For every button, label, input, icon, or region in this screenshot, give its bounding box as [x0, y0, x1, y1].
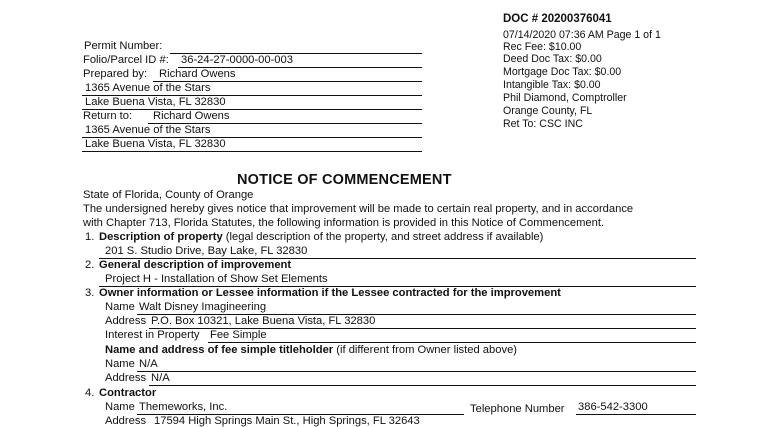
recording-timestamp: 07/14/2020 07:36 AM Page 1 of 1: [503, 29, 661, 41]
county: Orange County, FL: [503, 105, 593, 117]
permit-number-label: Permit Number:: [84, 40, 163, 52]
doc-number: DOC # 20200376041: [503, 13, 612, 25]
titleholder-note: (if different from Owner listed above): [333, 344, 518, 356]
owner-address-label: Address: [105, 315, 147, 327]
intro-line-2: with Chapter 713, Florida Statutes, the following information is provided in this Notice of Commencement.: [83, 217, 605, 229]
section-1-number: 1.: [85, 231, 95, 243]
section-2-title: General description of improvement: [99, 259, 292, 271]
titleholder-address-value: N/A: [151, 372, 170, 384]
titleholder-name-value: N/A: [139, 358, 158, 370]
titleholder-name-label: Name: [105, 358, 135, 370]
titleholder-heading: Name and address of fee simple titleholder: [105, 344, 334, 356]
section-1-note: (legal description of the property, and street address if available): [222, 231, 544, 243]
contractor-name-label: Name: [105, 401, 135, 413]
prepared-address-line2-rule: [82, 109, 422, 110]
document-title: NOTICE OF COMMENCEMENT: [237, 172, 452, 188]
contractor-phone-value: 386-542-3300: [578, 401, 648, 413]
improvement-description-value: Project H - Installation of Show Set Elements: [105, 273, 328, 285]
comptroller: Phil Diamond, Comptroller: [503, 92, 627, 104]
prepared-address-line2: Lake Buena Vista, FL 32830: [85, 96, 226, 108]
return-address-line2-rule: [82, 151, 422, 152]
folio-label: Folio/Parcel ID #:: [83, 54, 169, 66]
return-to-label: Return to:: [83, 110, 133, 122]
owner-name-label: Name: [105, 301, 135, 313]
owner-address-value: P.O. Box 10321, Lake Buena Vista, FL 32830: [151, 315, 376, 327]
prepared-by-name: Richard Owens: [159, 68, 236, 80]
interest-label: Interest in Property: [105, 329, 200, 341]
return-address-line1: 1365 Avenue of the Stars: [85, 124, 211, 136]
return-address-line2: Lake Buena Vista, FL 32830: [85, 138, 226, 150]
rec-fee: Rec Fee: $10.00: [503, 41, 582, 53]
section-3-title: Owner information or Lessee information if the Lessee contracted for the improvement: [99, 287, 561, 299]
interest-value: Fee Simple: [210, 329, 267, 341]
titleholder-address-label: Address: [105, 372, 147, 384]
state-county: State of Florida, County of Orange: [83, 189, 254, 201]
owner-name-value: Walt Disney Imagineering: [139, 301, 267, 313]
section-4-title: Contractor: [99, 387, 157, 399]
contractor-name-value: Themeworks, Inc.: [139, 401, 228, 413]
return-to-name: Richard Owens: [153, 110, 230, 122]
prepared-by-label: Prepared by:: [83, 68, 148, 80]
section-3-number: 3.: [85, 287, 95, 299]
contractor-phone-line: [576, 414, 696, 415]
prepared-address-line1: 1365 Avenue of the Stars: [85, 82, 211, 94]
folio-value: 36-24-27-0000-00-003: [181, 54, 293, 66]
section-4-number: 4.: [85, 387, 95, 399]
intro-line-1: The undersigned hereby gives notice that improvement will be made to certain real property, and in accordance: [83, 203, 634, 215]
section-2-number: 2.: [85, 259, 95, 271]
mortgage-doc-tax: Mortgage Doc Tax: $0.00: [503, 66, 622, 78]
ret-to: Ret To: CSC INC: [503, 118, 583, 130]
contractor-phone-label: Telephone Number: [470, 403, 565, 415]
deed-doc-tax: Deed Doc Tax: $0.00: [503, 53, 602, 65]
titleholder-address-line: [149, 385, 696, 386]
property-description-value: 201 S. Studio Drive, Bay Lake, FL 32830: [105, 245, 308, 257]
contractor-address-value: 17594 High Springs Main St., High Springs, FL 32643: [154, 415, 420, 427]
contractor-address-label: Address: [105, 415, 147, 427]
titleholder-name-line: [137, 371, 696, 372]
section-1-title: Description of property: [99, 231, 223, 243]
intangible-tax: Intangible Tax: $0.00: [503, 79, 601, 91]
interest-line: [208, 342, 696, 343]
